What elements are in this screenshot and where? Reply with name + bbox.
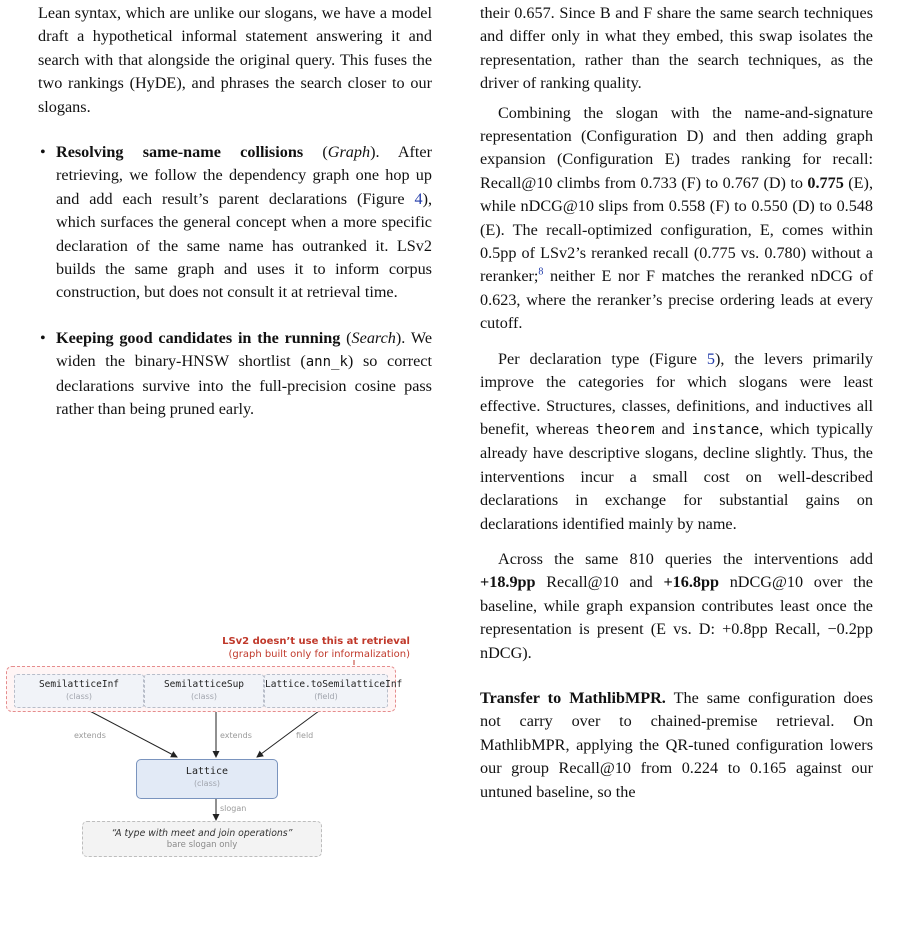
levers-list [38, 141, 432, 421]
text: (E), while nDCG@10 slips from 0.558 (F) to 0.550 (D) to 0.548 (E). The recall-optimized configuration, E, comes within 0.5pp of LSv2’s reranked recall (0.775 vs. 0.780) without a reranker; [480, 173, 873, 286]
figure-ref-link[interactable]: 5 [706, 349, 715, 368]
lever-text: We widen the binary-HNSW shortlist ( [56, 328, 432, 371]
inline-code: instance [691, 421, 760, 438]
list-item-search [38, 327, 432, 422]
node-semilattice-inf [14, 674, 144, 708]
paren: ( [303, 143, 328, 162]
node-label: Lattice [185, 766, 229, 777]
paragraph-heading: Transfer to MathlibMPR. [480, 688, 666, 707]
edge-label-slogan: slogan [220, 804, 247, 813]
text: Across the same 810 queries the interventions add [498, 549, 873, 568]
paragraph-transfer [480, 687, 873, 804]
emphasis-value: 0.775 [807, 173, 844, 192]
paren: ( [340, 328, 352, 347]
lever-title: Keeping good candidates in the running [56, 328, 341, 347]
left-column [38, 2, 432, 422]
inline-code: theorem [595, 421, 655, 438]
emphasis-value: +18.9pp [480, 573, 536, 592]
paren: ). [370, 143, 380, 162]
paragraph-recall [480, 102, 873, 336]
node-lattice [136, 759, 278, 799]
inline-code: ann_k [305, 354, 348, 371]
edge-label-extends: extends [74, 731, 106, 740]
figure-ref-link[interactable]: 4 [414, 189, 423, 208]
emphasis-value: +16.8pp [663, 573, 720, 592]
text: Per declaration type (Figure [498, 349, 707, 368]
text: The same configuration does not carry over to chained-premise retrieval. On MathlibMPR, applying the QR-tuned configuration lowers our group Recall@10 from 0.224 to 0.165 against our untuned baseline, so the [480, 688, 873, 801]
dependency-graph-figure [2, 632, 432, 902]
lever-text: ) so correct declarations survive into the full-precision cosine pass rather than being pruned early. [56, 352, 432, 419]
retrieval-note-title: LSv2 doesn’t use this at retrieval [222, 636, 410, 647]
intro-paragraph: Lean syntax, which are unlike our slogans, we have a model draft a hypothetical informal statement answering it and search with that alongside the original query. This fuses the two rankings (HyDE), and phrases the search closer to our slogans. [38, 4, 432, 116]
node-kind: (class) [190, 692, 218, 701]
paragraph-decl-type [480, 348, 873, 536]
paren: ). [395, 328, 406, 347]
slogan-text: “A type with meet and join operations” [111, 828, 293, 839]
text: , which typically already have descriptive slogans, decline slightly. Thus, the interventions incur a small cost on well-described declarations in exchange for substantial gains on declarations identified mainly by name. [480, 419, 874, 533]
node-kind: (class) [193, 779, 221, 788]
text: nDCG@10 over the baseline, while graph expansion contributes least once the representation is present (E vs. D: +0.8pp Recall, −0.2pp nDCG). [480, 573, 873, 662]
node-kind: (field) [314, 692, 338, 701]
node-label: Lattice.toSemilatticeInf [265, 679, 403, 690]
list-item-graph [38, 141, 432, 305]
lever-text: ), which surfaces the general concept when a more specific declaration of the same name has outranked it. LSv2 builds the same graph and uses it to inform corpus construction, but does not consult it at retrieval time. [56, 189, 432, 302]
text: ), the levers primarily improve the categories for which slogans were least effective. Structures, classes, definitions, and inductives all benefit, whereas [480, 349, 873, 438]
text: neither E nor F matches the reranked nDCG of 0.623, where the reranker’s precise ordering leads at every cutoff. [480, 267, 873, 333]
bullet-icon: • [40, 328, 46, 347]
lever-tag: Graph [327, 143, 371, 162]
edge-label-extends: extends [220, 731, 252, 740]
node-to-semilattice-inf [264, 674, 403, 708]
slogan-note: bare slogan only [166, 840, 238, 850]
paragraph-summary [480, 548, 873, 665]
lever-tag: Search [351, 328, 396, 347]
text: Recall@10 and [535, 573, 664, 592]
retrieval-note-subtitle: (graph built only for informalization) [228, 649, 410, 660]
node-kind: (class) [65, 692, 93, 701]
text: and [654, 419, 692, 438]
lever-text: After retrieving, we follow the dependency graph one hop up and add each result’s parent declarations (Figure [56, 143, 433, 208]
right-column [480, 2, 873, 804]
node-semilattice-sup [144, 674, 264, 708]
bullet-icon: • [40, 143, 46, 162]
node-label: SemilatticeInf [38, 679, 120, 690]
paragraph-swap: their 0.657. Since B and F share the same search techniques and differ only in what they embed, this swap isolates the representation, rather than the search techniques, as the driver of ranking quality. [480, 4, 873, 93]
lever-title: Resolving same-name collisions [56, 143, 304, 162]
node-label: SemilatticeSup [163, 679, 245, 690]
footnote-link[interactable]: 8 [538, 267, 544, 279]
text: Combining the slogan with the name-and-signature representation (Configuration D) and then adding graph expansion (Configuration E) trades ranking for recall: Recall@10 climbs from 0.733 (F) to 0.767 (D) to [480, 103, 873, 192]
edge-label-field: field [296, 731, 314, 740]
slogan-node [82, 821, 322, 857]
